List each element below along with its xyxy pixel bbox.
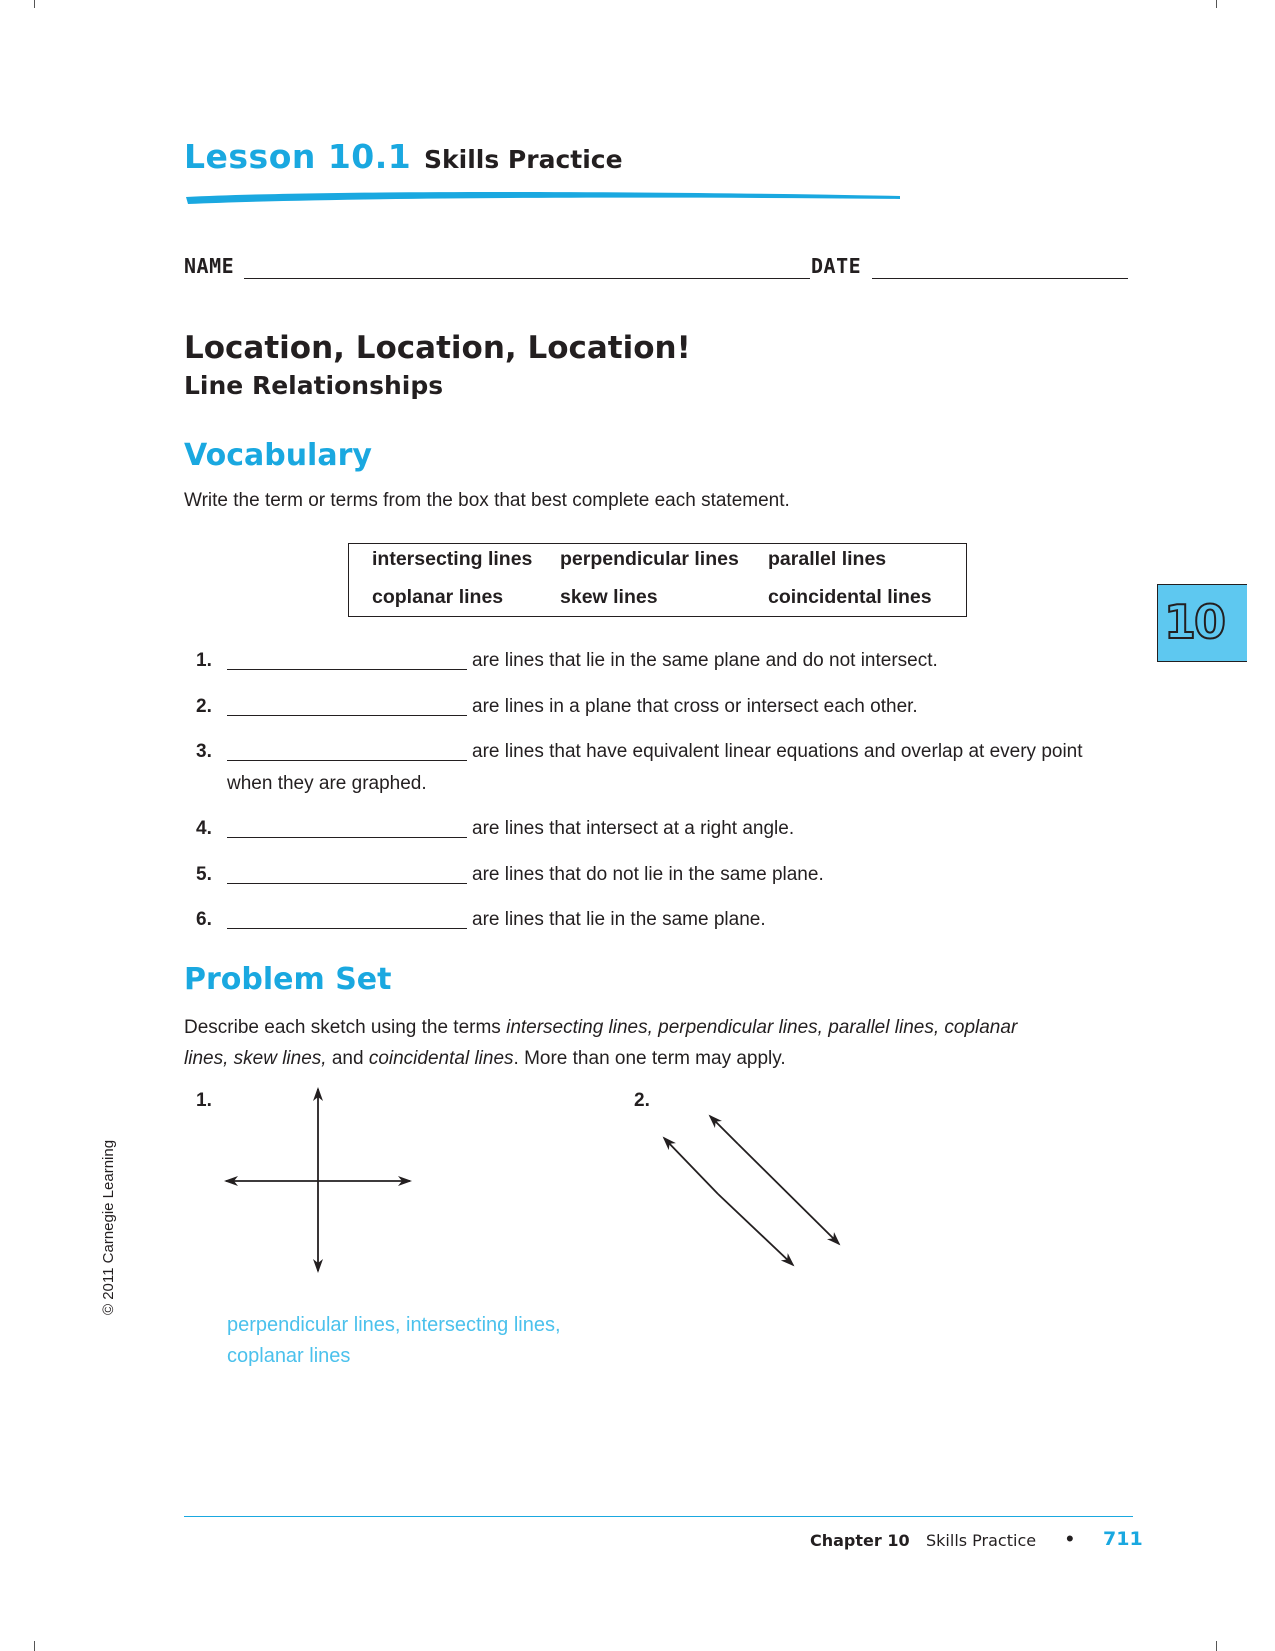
- question-text: are lines in a plane that cross or intersect each other.: [472, 696, 918, 717]
- question-text: are lines that do not lie in the same plane.: [472, 864, 824, 885]
- crop-mark: [1216, 1641, 1217, 1651]
- sample-answer-line-2: coplanar lines: [227, 1345, 351, 1367]
- question-number: 2.: [196, 696, 212, 717]
- sketch-arrow-fill: [700, 1084, 710, 1094]
- question-text: are lines that lie in the same plane.: [472, 909, 766, 930]
- copyright: © 2011 Carnegie Learning: [100, 1139, 117, 1315]
- question-number: 3.: [196, 741, 212, 762]
- answer-blank[interactable]: [227, 837, 467, 838]
- chapter-tab-number: 10: [1164, 595, 1225, 649]
- lesson-type: Skills Practice: [424, 145, 623, 174]
- answer-blank[interactable]: [227, 760, 467, 761]
- question-text-continuation: when they are graphed.: [227, 773, 427, 794]
- footer-rule: [184, 1516, 1133, 1517]
- name-label: NAME: [184, 254, 235, 278]
- page-title: Location, Location, Location!: [184, 330, 691, 366]
- answer-blank[interactable]: [227, 669, 467, 670]
- question-number: 6.: [196, 909, 212, 930]
- crop-mark: [34, 1641, 35, 1651]
- question-text: are lines that intersect at a right angle.: [472, 818, 795, 839]
- instruction-terms: intersecting lines, perpendicular lines, parallel lines, coplanar: [506, 1017, 1018, 1038]
- question-number: 4.: [196, 818, 212, 839]
- problem-number: 1.: [196, 1090, 212, 1111]
- answer-blank[interactable]: [227, 715, 467, 716]
- vocab-term: intersecting lines: [372, 548, 533, 570]
- vocab-term: perpendicular lines: [560, 548, 739, 570]
- problem-set-heading: Problem Set: [184, 962, 392, 997]
- question-text: are lines that lie in the same plane and do not intersect.: [472, 650, 938, 671]
- instruction-terms: lines, skew lines,: [184, 1048, 327, 1069]
- crop-mark: [34, 0, 35, 8]
- perpendicular-lines-sketch: [220, 1085, 415, 1275]
- vocab-term: parallel lines: [768, 548, 887, 570]
- vocab-term: coincidental lines: [768, 586, 932, 608]
- question-number: 5.: [196, 864, 212, 885]
- crop-mark: [1216, 0, 1217, 8]
- lesson-number: Lesson 10.1: [184, 137, 412, 176]
- footer-label: Skills Practice: [926, 1531, 1037, 1550]
- footer-bullet: •: [1066, 1526, 1074, 1551]
- page-subtitle: Line Relationships: [184, 371, 444, 400]
- sample-answer-line-1: perpendicular lines, intersecting lines,: [227, 1314, 561, 1336]
- answer-blank[interactable]: [227, 928, 467, 929]
- name-field[interactable]: [244, 278, 810, 279]
- instruction-terms: coincidental lines: [368, 1048, 514, 1069]
- instruction-text: and: [326, 1048, 369, 1069]
- problem-set-instruction: [184, 1012, 1104, 1074]
- date-field[interactable]: [872, 278, 1128, 279]
- question-text: are lines that have equivalent linear equations and overlap at every point: [472, 741, 1083, 762]
- page-number: 711: [1103, 1528, 1143, 1550]
- header-brush-stroke: [184, 188, 902, 206]
- vocab-term: skew lines: [560, 586, 658, 608]
- instruction-text: . More than one term may apply.: [513, 1048, 786, 1069]
- date-label: DATE: [811, 254, 862, 278]
- vocab-term: coplanar lines: [372, 586, 504, 608]
- question-number: 1.: [196, 650, 212, 671]
- footer-chapter: Chapter 10: [810, 1531, 910, 1550]
- vocabulary-instruction: Write the term or terms from the box that best complete each statement.: [184, 490, 790, 511]
- instruction-text: Describe each sketch using the terms: [184, 1017, 507, 1038]
- parallel-lines-sketch: [658, 1084, 848, 1269]
- vocabulary-heading: Vocabulary: [184, 438, 372, 473]
- problem-number: 2.: [634, 1090, 650, 1111]
- answer-blank[interactable]: [227, 883, 467, 884]
- chapter-tab: [1157, 584, 1247, 662]
